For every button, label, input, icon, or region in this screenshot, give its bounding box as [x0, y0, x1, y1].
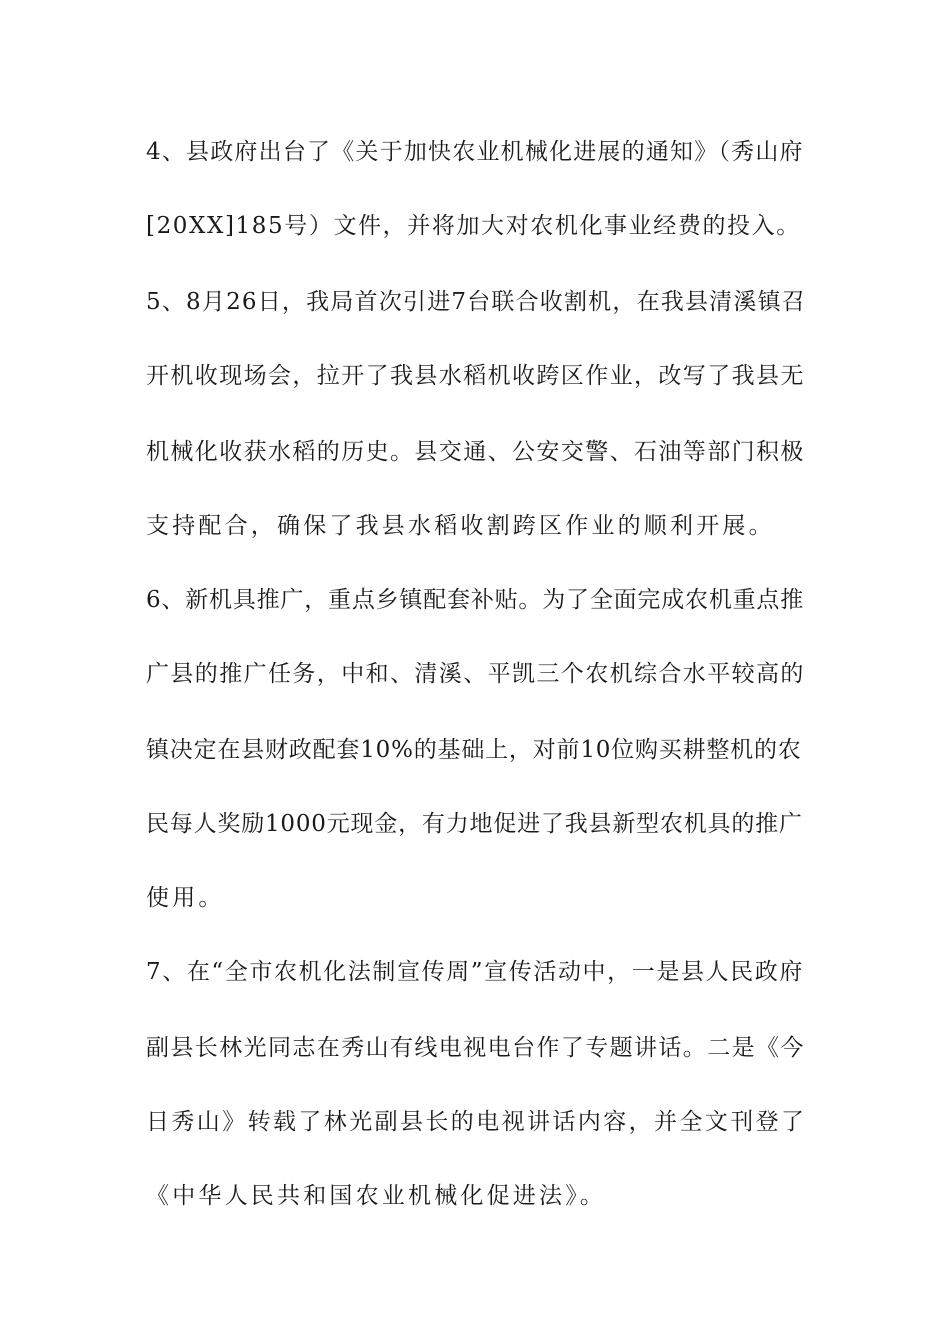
text-line-4: 开机收现场会，拉开了我县水稻机收跨区作业，改写了我县无	[146, 363, 805, 389]
text-line-1: 4、县政府出台了《关于加快农业机械化进展的通知》（秀山府	[146, 139, 804, 165]
text-line-3: 5、8月26日，我局首次引进7台联合收割机，在我县清溪镇召	[146, 289, 806, 315]
text-line-14: 日秀山》转载了林光副县长的电视讲话内容，并全文刊登了	[146, 1109, 807, 1135]
text-line-2: [20XX]185号）文件，并将加大对农机化事业经费的投入。	[146, 213, 801, 239]
text-line-11: 使用。	[146, 885, 225, 911]
text-line-13: 副县长林光同志在秀山有线电视电台作了专题讲话。二是《今	[146, 1035, 805, 1061]
text-line-6: 支持配合，确保了我县水稻收割跨区作业的顺利开展。	[146, 513, 775, 539]
text-line-15: 《中华人民共和国农业机械化促进法》。	[146, 1183, 607, 1209]
text-line-12: 7、在“全市农机化法制宣传周”宣传活动中，一是县人民政府	[146, 959, 804, 985]
text-line-5: 机械化收获水稻的历史。县交通、公安交警、石油等部门积极	[146, 439, 805, 465]
text-line-8: 广县的推广任务，中和、清溪、平凯三个农机综合水平较高的	[146, 661, 805, 687]
text-line-7: 6、新机具推广，重点乡镇配套补贴。为了全面完成农机重点推	[146, 587, 805, 613]
text-line-10: 民每人奖励1000元现金，有力地促进了我县新型农机具的推广	[146, 811, 803, 837]
text-line-9: 镇决定在县财政配套10%的基础上，对前10位购买耕整机的农	[146, 737, 802, 763]
